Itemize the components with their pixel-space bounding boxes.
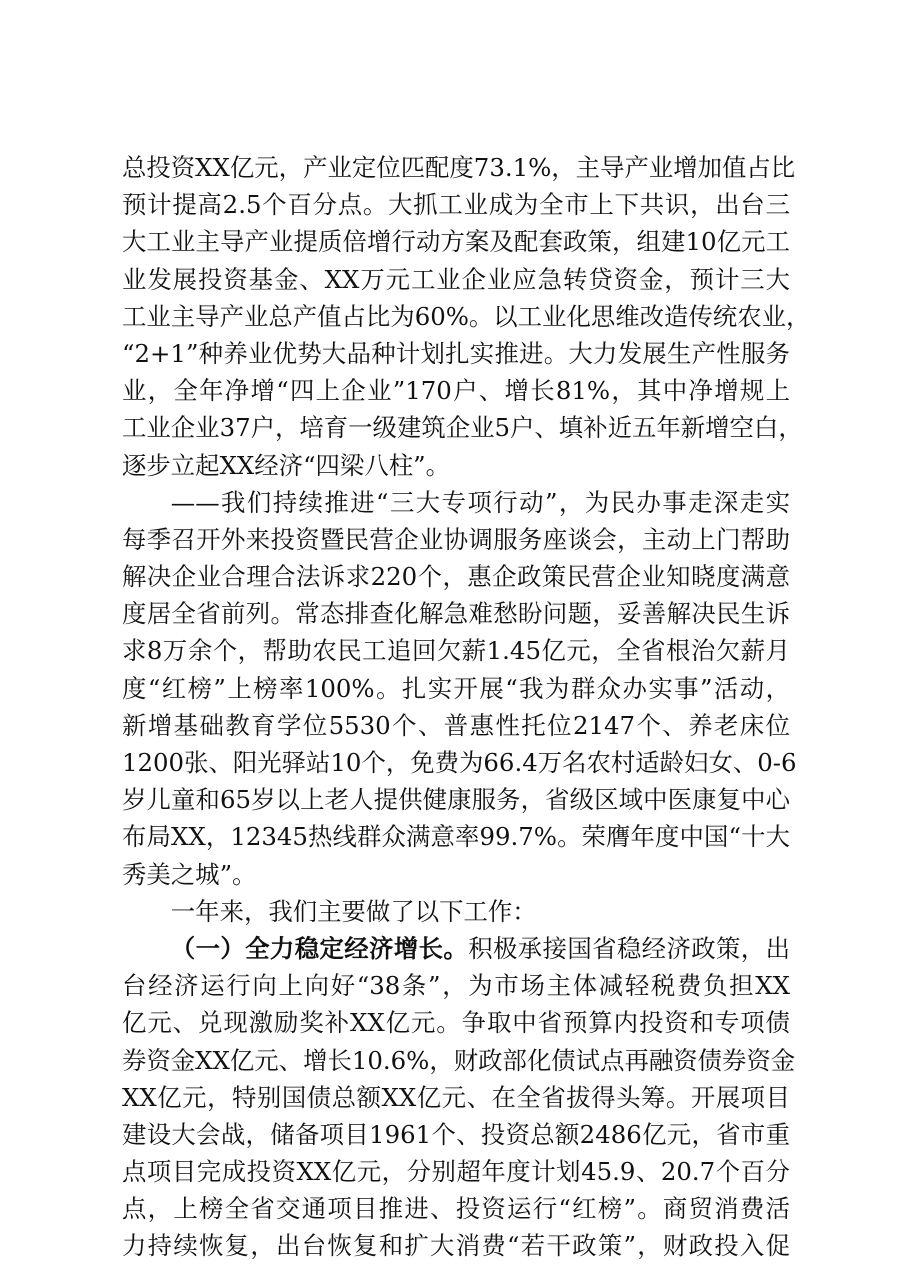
text-line xyxy=(122,186,790,223)
line-text: 一年来，我们主要做了以下工作： xyxy=(170,896,537,926)
line-text: XX亿元，特别国债总额XX亿元、在全省拔得头筹。开展项目 xyxy=(122,1082,790,1112)
text-line xyxy=(122,1042,796,1079)
line-text: 岁儿童和65岁以上老人提供健康服务，省级区域中医康复中心 xyxy=(122,785,790,815)
line-text: 台经济运行向上向好“38条”，为市场主体减轻税费负担XX xyxy=(122,971,790,1001)
line-text: 解决企业合理合法诉求220个，惠企政策民营企业知晓度满意 xyxy=(122,562,790,592)
line-text: 求8万余个，帮助农民工追回欠薪1.45亿元，全省根治欠薪月 xyxy=(122,636,790,666)
text-line xyxy=(122,893,790,930)
text-line xyxy=(122,447,790,484)
line-text: 总投资XX亿元，产业定位匹配度73.1%，主导产业增加值占比 xyxy=(122,153,796,182)
text-line xyxy=(122,372,790,409)
section-heading: （一）全力稳定经济增长。 xyxy=(170,933,469,963)
text-line xyxy=(122,149,796,186)
line-text: 度“红榜”上榜率100%。扎实开展“我为群众办实事”活动， xyxy=(122,673,790,703)
text-line xyxy=(122,1004,790,1041)
text-line xyxy=(122,744,797,781)
line-text: 业，全年净增“四上企业”170户、增长81%，其中净增规上 xyxy=(122,376,790,406)
line-text: 秀美之城”。 xyxy=(122,859,257,889)
line-text: 业发展投资基金、XX万元工业企业应急转贷资金，预计三大 xyxy=(122,264,790,294)
text-line xyxy=(122,595,790,632)
text-line xyxy=(122,1153,790,1190)
text-line xyxy=(122,1227,790,1264)
text-line xyxy=(122,521,790,558)
line-text: 力持续恢复，出台恢复和扩大消费“若干政策”，财政投入促 xyxy=(122,1231,790,1261)
text-line xyxy=(122,967,790,1004)
text-line xyxy=(122,558,790,595)
text-line xyxy=(122,335,790,372)
line-text: “2+1”种养业优势大品种计划扎实推进。大力发展生产性服务 xyxy=(122,338,790,368)
text-line xyxy=(122,707,790,744)
line-text: 券资金XX亿元、增长10.6%，财政部化债试点再融资债券资金 xyxy=(122,1045,796,1075)
line-text: 布局XX，12345热线群众满意率99.7%。荣膺年度中国“十大 xyxy=(122,822,790,852)
text-line xyxy=(122,781,790,818)
line-text: ——我们持续推进“三大专项行动”，为民办事走深走实 xyxy=(170,487,790,517)
text-line xyxy=(122,409,803,446)
line-text: 积极承接国省稳经济政策，出 xyxy=(468,933,790,963)
text-line xyxy=(122,670,790,707)
text-line xyxy=(122,261,790,298)
line-text: 工业企业37户，培育一级建筑企业5户、填补近五年新增空白， xyxy=(122,413,803,443)
text-line xyxy=(122,484,790,521)
text-line xyxy=(122,1079,790,1116)
line-text: 点，上榜全省交通项目推进、投资运行“红榜”。商贸消费活 xyxy=(122,1194,790,1224)
line-text: 建设大会战，储备项目1961个、投资总额2486亿元，省市重 xyxy=(122,1119,790,1149)
text-line xyxy=(122,930,790,967)
line-text: 大工业主导产业提质倍增行动方案及配套政策，组建10亿元工 xyxy=(122,227,790,257)
line-text: 每季召开外来投资暨民营企业协调服务座谈会，主动上门帮助 xyxy=(122,524,790,554)
line-text: 亿元、兑现激励奖补XX亿元。争取中省预算内投资和专项债 xyxy=(122,1008,790,1038)
line-text: 新增基础教育学位5530个、普惠性托位2147个、养老床位 xyxy=(122,710,790,740)
text-line xyxy=(122,1190,790,1227)
text-line xyxy=(122,632,790,669)
text-line xyxy=(122,1116,790,1153)
line-text: 1200张、阳光驿站10个，免费为66.4万名农村适龄妇女、0-6 xyxy=(122,748,797,777)
text-line xyxy=(122,223,790,260)
text-line xyxy=(122,856,790,893)
line-text: 预计提高2.5个百分点。大抓工业成为全市上下共识，出台三 xyxy=(122,190,790,220)
line-text: 工业主导产业总产值占比为60%。以工业化思维改造传统农业， xyxy=(122,301,811,331)
text-line xyxy=(122,818,790,855)
line-text: 点项目完成投资XX亿元，分别超年度计划45.9、20.7个百分 xyxy=(122,1157,790,1187)
text-line xyxy=(122,298,811,335)
line-text: 逐步立起XX经济“四梁八柱”。 xyxy=(122,450,450,480)
document-body xyxy=(122,149,811,1265)
line-text: 度居全省前列。常态排查化解急难愁盼问题，妥善解决民生诉 xyxy=(122,599,790,629)
